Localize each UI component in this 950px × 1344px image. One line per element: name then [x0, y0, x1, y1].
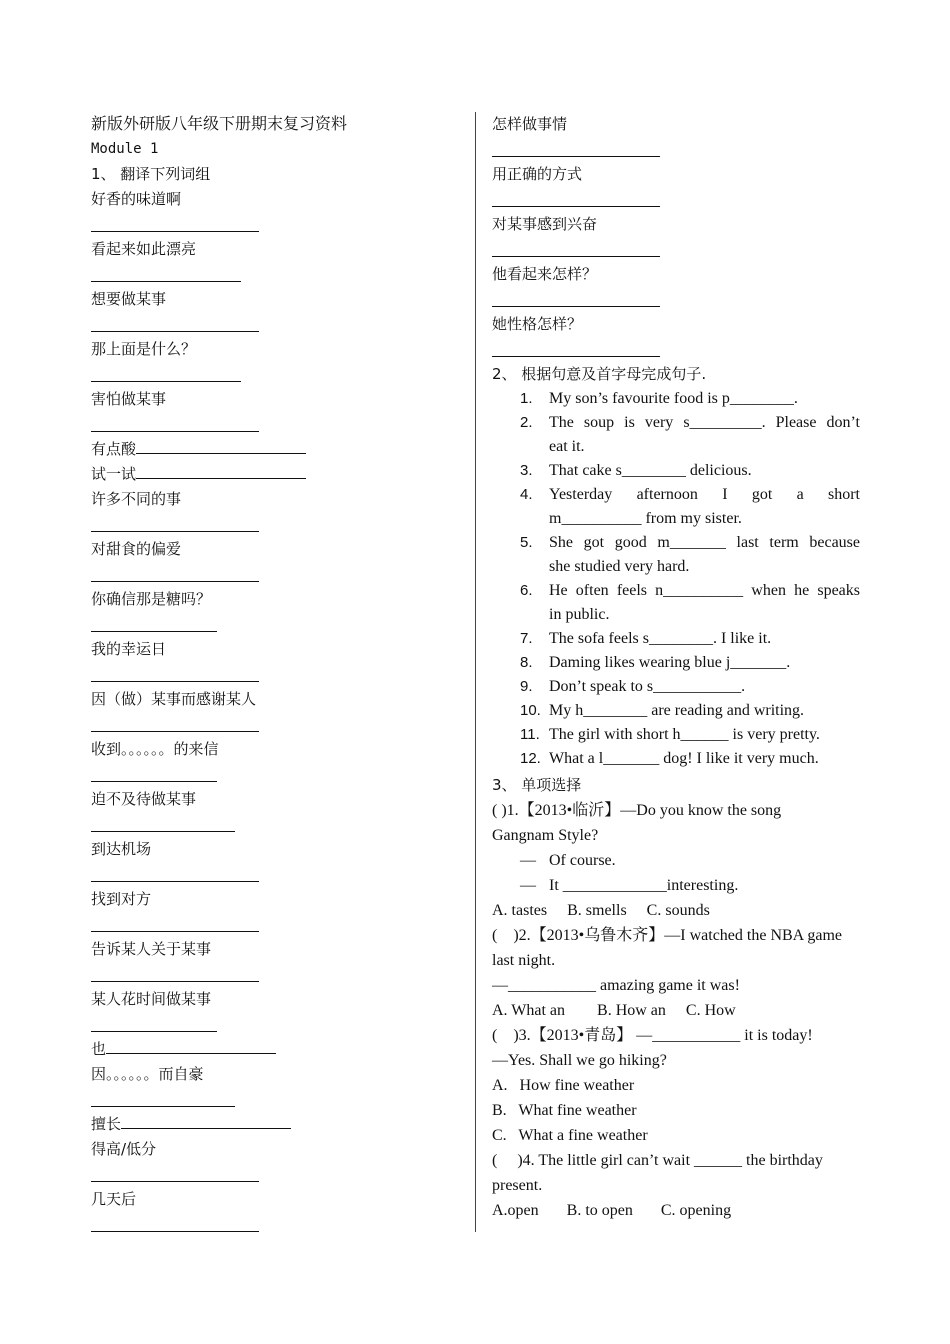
answer-blank-line	[91, 562, 463, 587]
question-1	[492, 798, 860, 923]
phrase-item: 到达机场	[91, 840, 152, 858]
question-4	[492, 1148, 860, 1223]
answer-blank-line	[492, 237, 860, 262]
sentence-line: My h________ are reading and writing.	[549, 702, 805, 719]
answer-blank-line	[91, 512, 463, 537]
sentence-line: Daming likes wearing blue j_______.	[549, 654, 791, 671]
answer-blank	[91, 281, 241, 282]
sentence-text	[549, 387, 860, 411]
phrase-item	[91, 437, 463, 462]
answer-blank	[136, 462, 306, 479]
sentence-text	[549, 459, 860, 483]
answer-blank	[91, 1181, 259, 1182]
phrase-item: 得高/低分	[91, 1140, 157, 1158]
answer-blank	[91, 431, 259, 432]
phrase-item: 收到。。。。。。的来信	[91, 740, 219, 758]
dialogue-text: Of course.	[549, 852, 616, 869]
answer-blank	[492, 306, 660, 307]
answer-blank	[91, 531, 259, 532]
phrase-item: 某人花时间做某事	[91, 990, 212, 1008]
phrase-item: 因（做）某事而感谢某人	[91, 690, 257, 708]
phrase-item: 那上面是什么？	[91, 340, 197, 358]
phrase-item: 害怕做某事	[91, 390, 167, 408]
sentence-item	[492, 411, 860, 459]
sentence-line: He often feels n__________ when he speaks	[549, 582, 860, 599]
answer-blank-line	[91, 1162, 463, 1187]
answer-blank-line	[91, 262, 463, 287]
dialogue-line: —Yes. Shall we go hiking?	[492, 1052, 667, 1069]
answer-blank-line	[492, 187, 860, 212]
phrase-item: 想要做某事	[91, 290, 167, 308]
answer-blank	[91, 681, 259, 682]
item-number: 12.	[520, 750, 541, 767]
answer-blank-line	[91, 662, 463, 687]
phrase-text: 试一试	[91, 465, 137, 483]
sentence-text	[549, 675, 860, 699]
question-2	[492, 923, 860, 1023]
phrase-item: 你确信那是糖吗？	[91, 590, 212, 608]
answer-blank	[91, 231, 259, 232]
answer-blank-line	[492, 287, 860, 312]
sentence-text	[549, 747, 860, 771]
answer-options: A. tastes B. smells C. sounds	[492, 902, 710, 919]
question-3	[492, 1023, 860, 1148]
answer-blank-line	[91, 1212, 463, 1237]
answer-blank-line	[91, 1087, 463, 1112]
sentence-line: m__________ from my sister.	[549, 510, 742, 527]
left-column	[91, 112, 463, 1237]
sentence-item	[492, 579, 860, 627]
dialogue-line: — It _____________interesting.	[520, 877, 739, 894]
question-stem: ( )1.【2013•临沂】—Do you know the song	[492, 802, 782, 819]
right-column	[492, 112, 860, 1223]
sentence-item	[492, 747, 860, 771]
phrase-text: 也	[91, 1040, 107, 1058]
section-3-heading: 3、 单项选择	[492, 776, 582, 794]
phrase-item	[91, 1112, 463, 1137]
answer-option: C. What a fine weather	[492, 1127, 648, 1144]
phrase-item: 她性格怎样？	[492, 315, 583, 333]
answer-blank	[492, 206, 660, 207]
document-title: 新版外研版八年级下册期末复习资料	[91, 116, 348, 133]
sentence-item	[492, 483, 860, 531]
answer-blank	[91, 1231, 259, 1232]
sentence-item	[492, 387, 860, 411]
phrase-item: 因。。。。。。而自豪	[91, 1065, 204, 1083]
dialogue-line: — Of course.	[520, 852, 616, 869]
sentence-line: The girl with short h______ is very pretty.	[549, 726, 820, 743]
phrase-list	[91, 187, 463, 1237]
phrase-item: 好香的味道啊	[91, 190, 182, 208]
module-heading: Module 1	[91, 141, 159, 157]
phrase-item	[91, 462, 463, 487]
sentence-item	[492, 627, 860, 651]
sentence-line: eat it.	[549, 438, 585, 455]
answer-blank-line	[91, 962, 463, 987]
sentence-line: The soup is very s_________. Please don’t	[549, 414, 860, 431]
sentence-line: Don’t speak to s___________.	[549, 678, 746, 695]
sentence-line: she studied very hard.	[549, 558, 690, 575]
phrase-item: 怎样做事情	[492, 115, 568, 133]
answer-blank-line	[91, 712, 463, 737]
answer-options: A. What an B. How an C. How	[492, 1002, 736, 1019]
answer-blank	[91, 881, 259, 882]
answer-blank	[91, 1106, 235, 1107]
answer-blank	[91, 631, 217, 632]
phrase-item: 看起来如此漂亮	[91, 240, 197, 258]
answer-options: A.open B. to open C. opening	[492, 1202, 732, 1219]
sentence-line: My son’s favourite food is p________.	[549, 390, 798, 407]
answer-blank	[492, 256, 660, 257]
answer-blank	[91, 731, 259, 732]
answer-blank	[106, 1037, 276, 1054]
sentence-line: The sofa feels s________. I like it.	[549, 630, 772, 647]
answer-blank-line	[91, 1012, 463, 1037]
phrase-item: 对甜食的偏爱	[91, 540, 182, 558]
sentence-item	[492, 675, 860, 699]
phrase-item: 对某事感到兴奋	[492, 215, 598, 233]
dialogue-text: It _____________interesting.	[549, 877, 739, 894]
item-number: 8.	[520, 654, 533, 671]
answer-blank	[91, 381, 241, 382]
item-number: 6.	[520, 582, 533, 599]
phrase-item: 许多不同的事	[91, 490, 182, 508]
sentence-list	[492, 387, 860, 771]
sentence-line: in public.	[549, 606, 610, 623]
answer-blank-line	[91, 412, 463, 437]
sentence-item	[492, 723, 860, 747]
sentence-text	[549, 699, 860, 723]
answer-blank-line	[91, 912, 463, 937]
sentence-text	[549, 627, 860, 651]
item-number: 11.	[520, 726, 540, 743]
answer-blank-line	[91, 762, 463, 787]
answer-blank	[91, 831, 235, 832]
sentence-line: That cake s________ delicious.	[549, 462, 752, 479]
phrase-text: 擅长	[91, 1115, 122, 1133]
phrase-item	[91, 1037, 463, 1062]
dialogue-line: —___________ amazing game it was!	[492, 977, 740, 994]
answer-blank-line	[91, 362, 463, 387]
sentence-text	[549, 483, 860, 531]
answer-blank-line	[91, 212, 463, 237]
question-stem: ( )3.【2013•青岛】 —___________ it is today!	[492, 1027, 813, 1044]
sentence-line: She got good m_______ last term because	[549, 534, 860, 551]
answer-blank	[91, 1031, 217, 1032]
phrase-item: 他看起来怎样？	[492, 265, 598, 283]
answer-blank	[492, 156, 660, 157]
answer-blank	[121, 1112, 291, 1129]
column-divider	[475, 112, 476, 1232]
answer-option: B. What fine weather	[492, 1102, 637, 1119]
sentence-item	[492, 459, 860, 483]
answer-blank-line	[91, 312, 463, 337]
answer-blank-line	[91, 812, 463, 837]
section-2-heading: 2、 根据句意及首字母完成句子.	[492, 365, 707, 383]
sentence-text	[549, 723, 860, 747]
sentence-item	[492, 699, 860, 723]
answer-blank	[136, 437, 306, 454]
item-number: 1.	[520, 390, 533, 407]
sentence-item	[492, 651, 860, 675]
answer-blank	[91, 331, 259, 332]
answer-blank	[492, 356, 660, 357]
item-number: 5.	[520, 534, 533, 551]
item-number: 9.	[520, 678, 533, 695]
sentence-text	[549, 579, 860, 627]
sentence-text	[549, 531, 860, 579]
answer-blank-line	[91, 862, 463, 887]
question-stem: ( )4. The little girl can’t wait ______ the birthday	[492, 1152, 823, 1169]
question-stem: last night.	[492, 952, 556, 969]
question-stem: present.	[492, 1177, 543, 1194]
question-stem: Gangnam Style?	[492, 827, 599, 844]
item-number: 4.	[520, 486, 533, 503]
item-number: 7.	[520, 630, 533, 647]
phrase-item: 几天后	[91, 1190, 137, 1208]
phrase-item: 找到对方	[91, 890, 152, 908]
sentence-text	[549, 651, 860, 675]
sentence-line: What a l_______ dog! I like it very much.	[549, 750, 819, 767]
phrase-item: 告诉某人关于某事	[91, 940, 212, 958]
phrase-list-continued	[492, 112, 860, 362]
sentence-line: Yesterday afternoon I got a short	[549, 486, 860, 503]
answer-blank	[91, 581, 259, 582]
answer-blank	[91, 781, 217, 782]
phrase-item: 迫不及待做某事	[91, 790, 197, 808]
answer-blank	[91, 931, 259, 932]
answer-blank	[91, 981, 259, 982]
phrase-item: 用正确的方式	[492, 165, 583, 183]
sentence-text	[549, 411, 860, 459]
sentence-item	[492, 531, 860, 579]
item-number: 2.	[520, 414, 533, 431]
phrase-item: 我的幸运日	[91, 640, 167, 658]
question-stem: ( )2.【2013•乌鲁木齐】—I watched the NBA game	[492, 927, 842, 944]
answer-blank-line	[492, 137, 860, 162]
phrase-text: 有点酸	[91, 440, 137, 458]
item-number: 3.	[520, 462, 533, 479]
section-1-heading: 1、 翻译下列词组	[91, 165, 211, 183]
item-number: 10.	[520, 702, 541, 719]
answer-blank-line	[492, 337, 860, 362]
answer-option: A. How fine weather	[492, 1077, 635, 1094]
answer-blank-line	[91, 612, 463, 637]
